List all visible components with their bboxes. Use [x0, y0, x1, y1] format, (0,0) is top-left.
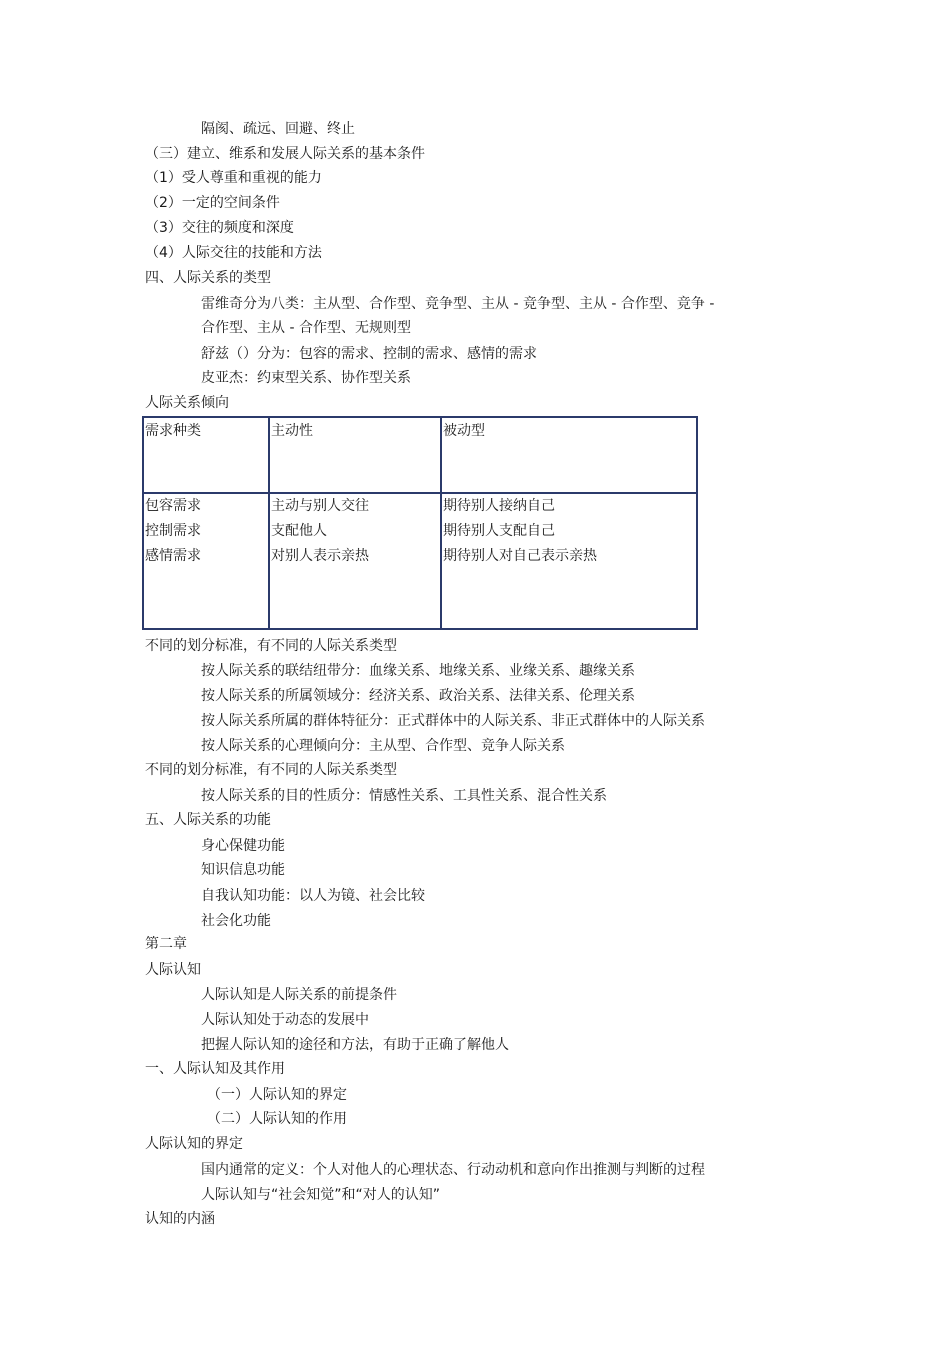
list-item: （4）人际交往的技能和方法 [145, 245, 322, 261]
table-cell: 对别人表示亲热 [271, 548, 369, 564]
text-line: 按人际关系所属的群体特征分：正式群体中的人际关系、非正式群体中的人际关系 [201, 713, 705, 729]
table-divider [144, 492, 696, 494]
section-heading: 一、人际认知及其作用 [145, 1061, 285, 1077]
table-cell: 感情需求 [145, 548, 201, 564]
list-item: （3）交往的频度和深度 [145, 220, 294, 236]
list-item: 知识信息功能 [201, 862, 285, 878]
section-heading: 五、人际关系的功能 [145, 812, 271, 828]
table-cell: 包容需求 [145, 498, 201, 514]
section-heading: 四、人际关系的类型 [145, 270, 271, 286]
text-line: 按人际关系的目的性质分：情感性关系、工具性关系、混合性关系 [201, 788, 607, 804]
text-line: 人际认知与“社会知觉”和“对人的认知” [201, 1187, 441, 1203]
list-item: 身心保健功能 [201, 838, 285, 854]
text-line: 国内通常的定义：个人对他人的心理状态、行动动机和意向作出推测与判断的过程 [201, 1162, 705, 1178]
text-line: 雷维奇分为八类：主从型、合作型、竞争型、主从 - 竞争型、主从 - 合作型、竞争 - [201, 296, 715, 312]
table-divider [268, 418, 270, 628]
text-line: 按人际关系的心理倾向分：主从型、合作型、竞争人际关系 [201, 738, 565, 754]
table-header: 主动性 [271, 423, 313, 439]
table-header: 被动型 [443, 423, 485, 439]
text-line: 把握人际认知的途径和方法，有助于正确了解他人 [201, 1037, 509, 1053]
text-line: 按人际关系的联结纽带分：血缘关系、地缘关系、业缘关系、趣缘关系 [201, 663, 635, 679]
table-cell: 期待别人支配自己 [443, 523, 555, 539]
table-divider [440, 418, 442, 628]
section-heading: 认知的内涵 [145, 1211, 215, 1227]
table-header: 需求种类 [145, 423, 201, 439]
section-heading: 人际认知 [145, 962, 201, 978]
text-line: 人际认知是人际关系的前提条件 [201, 987, 397, 1003]
table-cell: 支配他人 [271, 523, 327, 539]
list-item: （1）受人尊重和重视的能力 [145, 170, 322, 186]
section-heading: 人际认知的界定 [145, 1136, 243, 1152]
text-line: 人际认知处于动态的发展中 [201, 1012, 369, 1028]
text-line: 不同的划分标准，有不同的人际关系类型 [145, 762, 397, 778]
needs-table [142, 416, 698, 630]
list-item: （一）人际认知的界定 [207, 1087, 347, 1103]
list-item: 自我认知功能：以人为镜、社会比较 [201, 888, 425, 904]
text-line: 舒兹（）分为：包容的需求、控制的需求、感情的需求 [201, 346, 537, 362]
table-caption: 人际关系倾向 [145, 395, 229, 411]
list-item: （二）人际认知的作用 [207, 1111, 347, 1127]
text-line: 按人际关系的所属领域分：经济关系、政治关系、法律关系、伦理关系 [201, 688, 635, 704]
table-cell: 主动与别人交往 [271, 498, 369, 514]
table-cell: 控制需求 [145, 523, 201, 539]
text-line: 不同的划分标准，有不同的人际关系类型 [145, 638, 397, 654]
text-line: 隔阂、疏远、回避、终止 [201, 121, 355, 137]
table-cell: 期待别人接纳自己 [443, 498, 555, 514]
text-line: 皮亚杰：约束型关系、协作型关系 [201, 370, 411, 386]
table-cell: 期待别人对自己表示亲热 [443, 548, 597, 564]
list-item: （2）一定的空间条件 [145, 195, 280, 211]
text-line: 合作型、主从 - 合作型、无规则型 [201, 320, 411, 336]
list-item: 社会化功能 [201, 913, 271, 929]
section-heading: （三）建立、维系和发展人际关系的基本条件 [145, 146, 425, 162]
chapter-heading: 第二章 [145, 936, 187, 952]
